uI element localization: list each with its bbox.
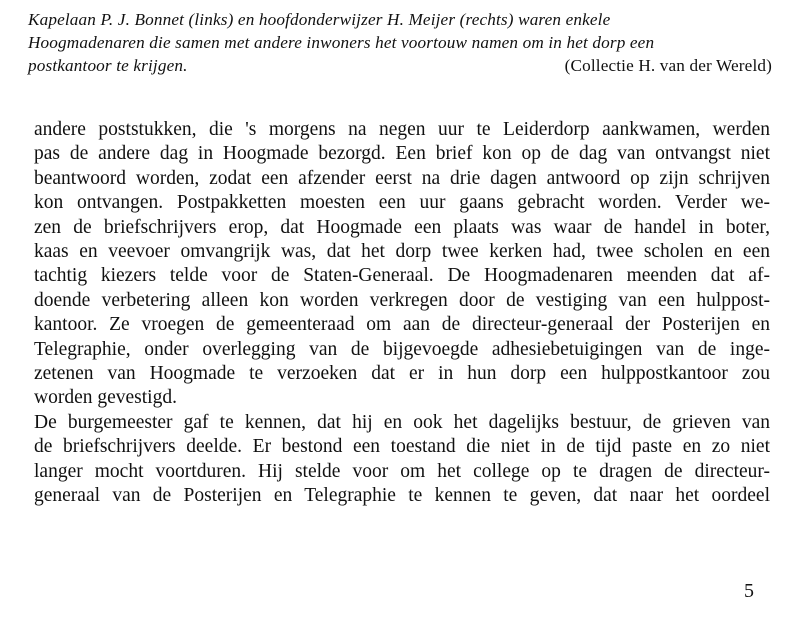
text-line: Telegraphie, onder overlegging van de bijgevoegde adhesiebetuigingen van de inge- bbox=[34, 338, 770, 360]
text-line: zen de briefschrijvers erop, dat Hoogmade een plaats was waar de handel in boter, bbox=[34, 216, 770, 238]
caption-line: Hoogmadenaren die samen met andere inwoners het voortouw namen om in het dorp een bbox=[28, 33, 655, 52]
photo-caption bbox=[28, 8, 780, 77]
caption-last-row bbox=[28, 54, 780, 77]
text-line: andere poststukken, die 's morgens na negen uur te Leiderdorp aankwamen, werden bbox=[34, 119, 770, 140]
text-line: kantoor. Ze vroegen de gemeenteraad om aan de directeur-generaal der Posterijen en bbox=[34, 314, 770, 336]
text-line: de briefschrijvers deelde. Er bestond een toestand die niet in de tijd paste en zo niet bbox=[34, 436, 770, 458]
text-line: zetenen van Hoogmade te verzoeken dat er in hun dorp een hulppostkantoor zou bbox=[34, 363, 770, 385]
text-line: tachtig kiezers telde voor de Staten-Generaal. De Hoogmadenaren meenden dat af- bbox=[34, 265, 770, 287]
text-line: generaal van de Posterijen en Telegraphie te kennen te geven, dat naar het oordeel bbox=[34, 485, 770, 507]
text-line: langer mocht voortduren. Hij stelde voor om het college op te dragen de directeur- bbox=[34, 460, 770, 482]
text-line: worden gevestigd. bbox=[34, 387, 177, 409]
caption-line: postkantoor te krijgen. bbox=[28, 56, 188, 75]
page-number: 5 bbox=[744, 580, 754, 602]
text-line: kaas en veevoer omvangrijk was, dat het dorp twee kerken had, twee scholen en een bbox=[34, 241, 770, 263]
text-line: kon ontvangen. Postpakketten moesten een uur gaans gebracht worden. Verder we- bbox=[34, 192, 770, 214]
photo-credit: (Collectie H. van der Wereld) bbox=[564, 56, 772, 75]
paragraph-1 bbox=[34, 118, 770, 411]
body-text bbox=[34, 118, 770, 509]
paragraph-2 bbox=[34, 411, 770, 509]
text-line: beantwoord worden, zodat een afzender eerst na drie dagen antwoord op zijn schrijven bbox=[34, 167, 770, 189]
text-line: doende verbetering alleen kon worden verkregen door de vestiging van een hulppost- bbox=[34, 289, 770, 311]
text-line: De burgemeester gaf te kennen, dat hij en ook het dagelijks bestuur, de grieven van bbox=[34, 411, 770, 433]
text-line: pas de andere dag in Hoogmade bezorgd. Een brief kon op de dag van ontvangst niet bbox=[34, 143, 770, 165]
caption-line: Kapelaan P. J. Bonnet (links) en hoofdonderwijzer H. Meijer (rechts) waren enkele bbox=[28, 10, 611, 29]
